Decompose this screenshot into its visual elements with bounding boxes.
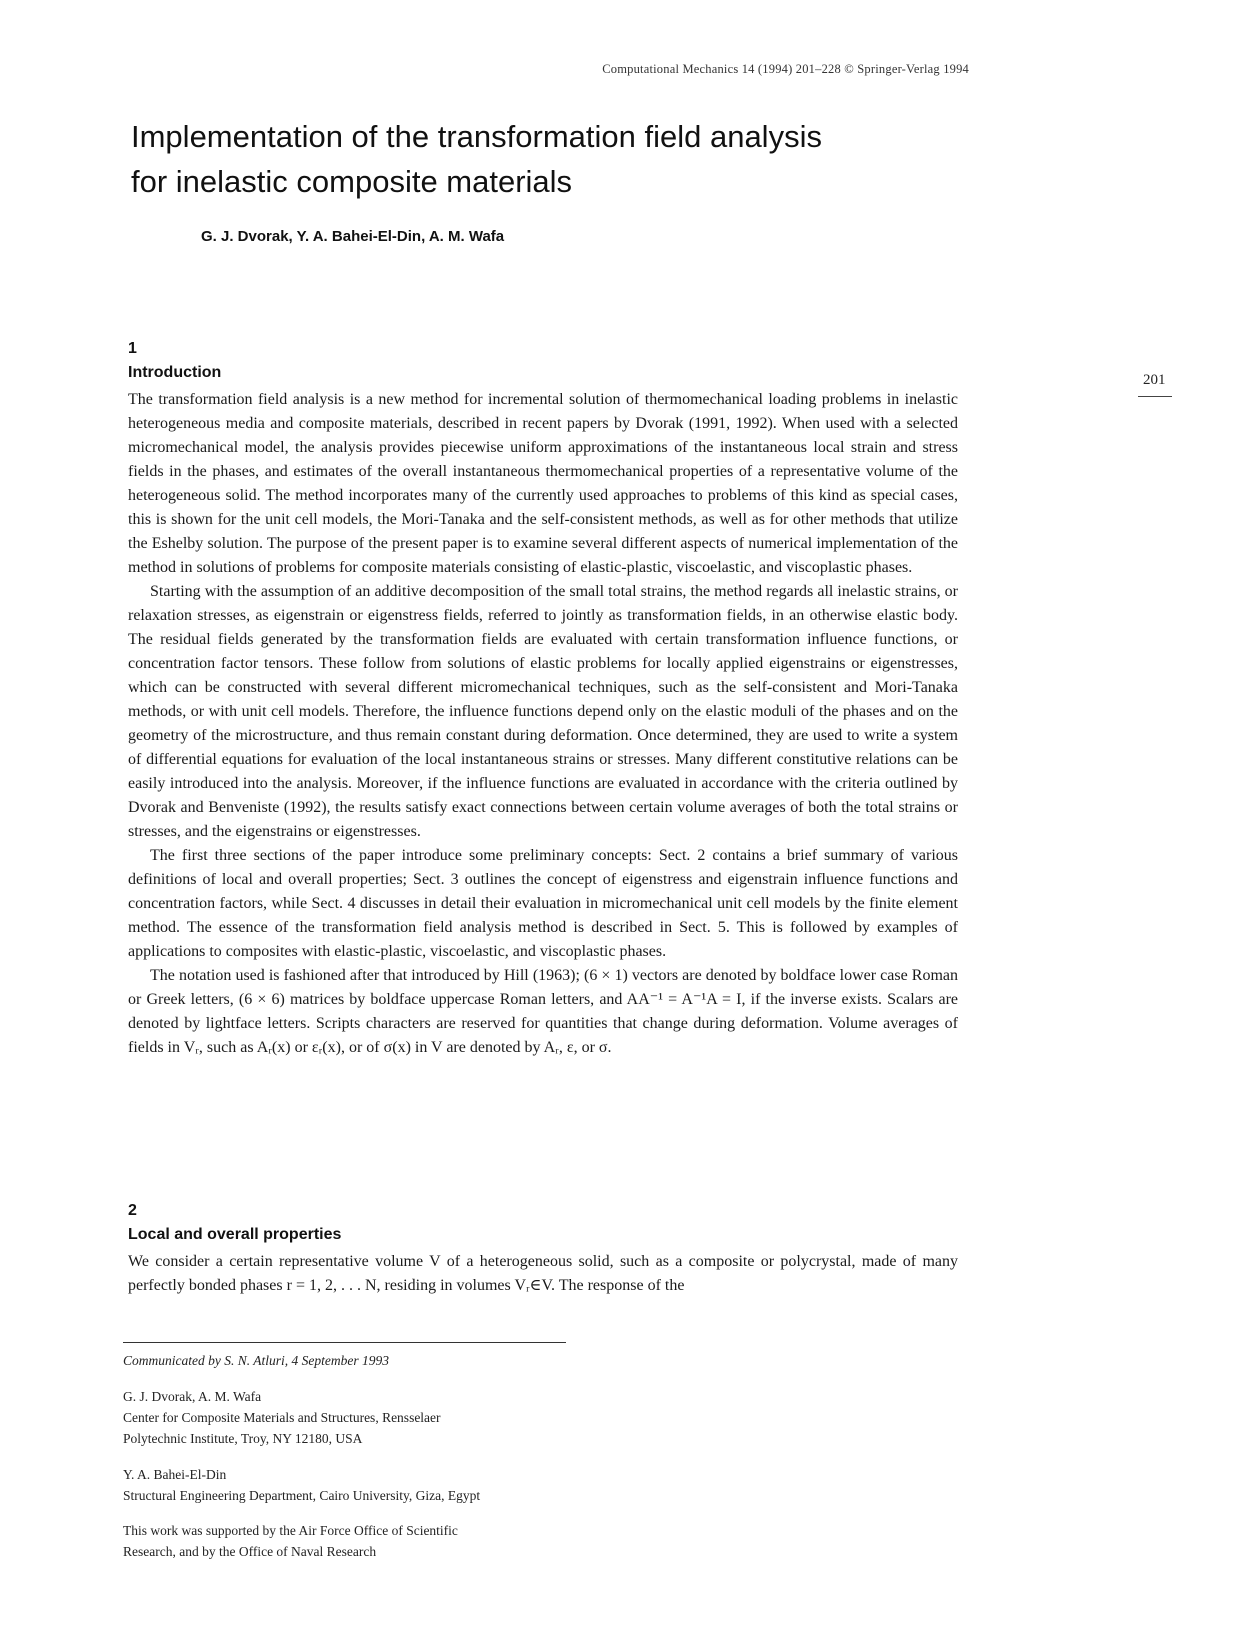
journal-citation: Computational Mechanics 14 (1994) 201–228 © Springer-Verlag 1994: [602, 62, 969, 76]
funding-line-2: Research, and by the Office of Naval Research: [123, 1544, 377, 1559]
paper-title: [131, 114, 891, 204]
title-line-2: for inelastic composite materials: [131, 164, 573, 199]
affiliation-1-names: G. J. Dvorak, A. M. Wafa: [123, 1389, 262, 1404]
paragraph: We consider a certain representative volume V of a heterogeneous solid, such as a composite or polycrystal, made of many perfectly bonded phases r = 1, 2, . . . N, residing in volumes Vᵣ∈V. The response of the: [128, 1253, 958, 1294]
section-2-body: [128, 1250, 958, 1298]
paragraph: The transformation field analysis is a new method for incremental solution of thermomechanical loading problems in inelastic heterogeneous media and composite materials, described in recent papers by Dvorak (1991, 1992). When used with a selected micromechanical model, the analysis provides piecewise uniform approximations of the instantaneous local strain and stress fields in the phases, and estimates of the overall instantaneous thermomechanical properties of a representative volume of the heterogeneous solid. The method incorporates many of the currently used approaches to problems of this kind as special cases, this is shown for the unit cell models, the Mori-Tanaka and the self-consistent methods, as well as for other methods that utilize the Eshelby solution. The purpose of the present paper is to examine several different aspects of numerical implementation of the method in solutions of problems for composite materials consisting of elastic-plastic, viscoelastic, and viscoplastic phases.: [128, 391, 958, 576]
affiliation-1-line-2: Polytechnic Institute, Troy, NY 12180, USA: [123, 1431, 363, 1446]
section-1-body: [128, 388, 958, 1060]
title-line-1: Implementation of the transformation field analysis: [131, 119, 822, 154]
page-number-rule: [1138, 396, 1172, 397]
affiliation-1: [123, 1386, 593, 1449]
funding-line-1: This work was supported by the Air Force Office of Scientific: [123, 1523, 458, 1538]
affiliation-2: [123, 1464, 593, 1506]
section-1-title: Introduction: [128, 364, 222, 381]
funding-note: [123, 1520, 593, 1562]
section-2-title: Local and overall properties: [128, 1226, 342, 1243]
affiliation-2-line-1: Structural Engineering Department, Cairo University, Giza, Egypt: [123, 1488, 481, 1503]
paragraph: Starting with the assumption of an additive decomposition of the small total strains, the method regards all inelastic strains, or relaxation stresses, as eigenstrain or eigenstress fields, referred to jointly as transformation fields, in an otherwise elastic body. The residual fields generated by the transformation fields are evaluated with certain transformation influence functions, or concentration factor tensors. These follow from solutions of elastic problems for locally applied eigenstrains or eigenstresses, which can be constructed with several different micromechanical techniques, such as the self-consistent and Mori-Tanaka methods, or with unit cell models. Therefore, the influence functions depend only on the elastic moduli of the phases and on the geometry of the microstructure, and thus remain constant during deformation. Once determined, they are used to write a system of differential equations for evaluation of the local instantaneous strains or stresses. Many different constitutive relations can be easily introduced into the analysis. Moreover, if the influence functions are evaluated in accordance with the criteria outlined by Dvorak and Benveniste (1992), the results satisfy exact connections between certain volume averages of both the total strains or stresses, and the eigenstrains or eigenstresses.: [128, 583, 958, 840]
page-number: 201: [1143, 372, 1166, 388]
affiliation-1-line-1: Center for Composite Materials and Structures, Rensselaer: [123, 1410, 441, 1425]
paragraph: The notation used is fashioned after that introduced by Hill (1963); (6 × 1) vectors are denoted by boldface lower case Roman or Greek letters, (6 × 6) matrices by boldface uppercase Roman letters, and AA⁻¹ = A⁻¹A = I, if the inverse exists. Scalars are denoted by lightface letters. Scripts characters are reserved for quantities that change during deformation. Volume averages of fields in Vᵣ, such as Aᵣ(x) or εᵣ(x), or of σ(x) in V are denoted by Aᵣ, ε, or σ.: [128, 967, 958, 1056]
section-2-number: 2: [128, 1202, 137, 1219]
section-1-number: 1: [128, 340, 137, 357]
paragraph: The first three sections of the paper introduce some preliminary concepts: Sect. 2 contains a brief summary of various definitions of local and overall properties; Sect. 3 outlines the concept of eigenstress and eigenstrain influence functions and concentration factors, while Sect. 4 discusses in detail their evaluation in micromechanical unit cell models by the finite element method. The essence of the transformation field analysis method is described in Sect. 5. This is followed by examples of applications to composites with elastic-plastic, viscoelastic, and viscoplastic phases.: [128, 847, 958, 960]
footnote-divider: [123, 1342, 566, 1343]
author-list: G. J. Dvorak, Y. A. Bahei-El-Din, A. M. Wafa: [201, 228, 505, 245]
affiliation-2-names: Y. A. Bahei-El-Din: [123, 1467, 227, 1482]
communicated-note: Communicated by S. N. Atluri, 4 September 1993: [123, 1353, 389, 1368]
